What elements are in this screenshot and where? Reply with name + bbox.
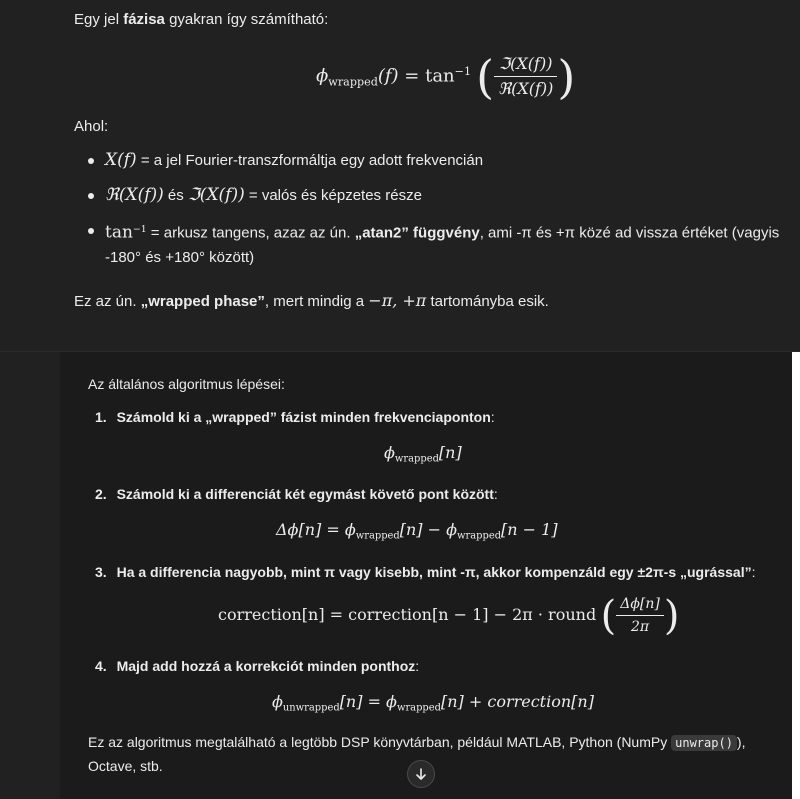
inline-code: unwrap() — [671, 735, 737, 751]
step-2-mid: [n] − ϕ — [399, 520, 458, 539]
scroll-down-button[interactable] — [407, 760, 435, 788]
phase-formula — [316, 48, 575, 107]
step-1-number: 1. — [95, 409, 107, 425]
intro-text — [74, 9, 328, 31]
formula-denominator: ℜ(X(f)) — [498, 79, 554, 99]
step-4 — [95, 655, 419, 677]
bullet-2-math-imag: ℑ(X(f)) — [187, 185, 245, 205]
step-2-formula — [276, 519, 558, 547]
step-3-lhs: correction[n] = correction[n − 1] − 2π · round — [218, 605, 597, 624]
bullet-1 — [105, 149, 483, 172]
summary-math: −π, +π — [368, 291, 427, 310]
intro-bold: fázisa — [123, 11, 165, 28]
step-1 — [95, 406, 495, 428]
formula-paren-right: ) — [557, 49, 576, 104]
step-2-end: [n − 1] — [501, 520, 558, 539]
step-2-sub1: wrapped — [355, 530, 400, 542]
bullet-dot — [88, 228, 94, 234]
bullet-2 — [105, 184, 422, 207]
step-2-lhs: Δϕ[n] = ϕ — [276, 520, 356, 539]
step-1-sub: wrapped — [394, 453, 439, 465]
step-4-sub2: wrapped — [396, 702, 441, 714]
panel-heading: Az általános algoritmus lépései: — [88, 376, 285, 392]
step-4-phi: ϕ — [272, 692, 283, 711]
footer-line-1 — [88, 731, 745, 754]
step-1-arg: [n] — [438, 443, 462, 462]
ahol-label: Ahol: — [74, 118, 109, 135]
step-2-sub2: wrapped — [457, 530, 502, 542]
step-3-frac-num: Δϕ[n] — [616, 595, 664, 616]
step-3-paren-left: ( — [600, 592, 617, 639]
step-1-phi: ϕ — [384, 443, 395, 462]
bullet-3-math: tan — [105, 222, 133, 243]
summary-pre: Ez az ún. — [74, 293, 141, 310]
summary-text — [74, 290, 549, 313]
step-4-number: 4. — [95, 658, 107, 674]
bullet-3-bold: „atan2” függvény — [354, 224, 480, 242]
formula-eq: = tan — [398, 65, 455, 87]
step-3-number: 3. — [95, 564, 107, 580]
formula-numerator: ℑ(X(f)) — [494, 54, 557, 77]
step-1-colon: : — [490, 409, 495, 425]
footer-line-2: Octave, stb. — [88, 758, 163, 774]
step-1-label: Számold ki a „wrapped” fázist minden frekvenciaponton — [116, 409, 491, 425]
intro-post: gyakran így számítható: — [164, 11, 329, 28]
formula-sup: −1 — [454, 65, 472, 78]
step-4-mid: [n] = ϕ — [339, 692, 397, 711]
bullet-3-line2: -180° és +180° között) — [105, 249, 255, 266]
bullet-2-math-real: ℜ(X(f)) — [105, 185, 164, 205]
formula-fraction — [494, 54, 557, 99]
formula-arg: (f) — [377, 65, 399, 87]
step-2-colon: : — [493, 486, 498, 502]
arrow-down-icon — [414, 767, 428, 781]
scrollbar[interactable] — [792, 352, 800, 799]
step-2-label: Számold ki a differenciát két egymást követő pont között — [116, 486, 494, 502]
summary-post: tartományba esik. — [426, 293, 549, 310]
bullet-3-text-post: , ami -π és +π közé ad vissza értéket (vagyis — [479, 224, 780, 242]
step-4-colon: : — [415, 658, 420, 674]
step-3-label: Ha a differencia nagyobb, mint π vagy kisebb, mint -π, akkor kompenzáld egy ±2π-s „ugrással” — [116, 564, 752, 580]
bullet-3 — [105, 219, 779, 245]
step-2-number: 2. — [95, 486, 107, 502]
bullet-1-math: X(f) — [105, 150, 137, 170]
formula-sub: wrapped — [328, 75, 378, 89]
step-3-frac-den: 2π — [630, 619, 650, 636]
bullet-3-text-pre: = arkusz tangens, azaz az ún. — [146, 224, 355, 242]
step-3-paren-right: ) — [663, 592, 680, 639]
step-3-formula — [218, 592, 679, 639]
summary-bold: „wrapped phase” — [140, 293, 265, 310]
bullet-dot — [88, 193, 94, 199]
summary-mid: , mert mindig a — [264, 293, 369, 310]
footer-pre: Ez az algoritmus megtalálható a legtöbb DSP könyvtárban, például MATLAB, Python (NumPy — [88, 734, 672, 750]
step-4-end: [n] + correction[n] — [440, 692, 594, 711]
bullet-1-text: = a jel Fourier-transzformáltja egy adott frekvencián — [136, 152, 484, 169]
intro-pre: Egy jel — [74, 11, 124, 28]
step-3-fraction — [616, 595, 664, 636]
bullet-dot — [88, 158, 94, 164]
formula-phi: ϕ — [316, 65, 329, 87]
step-1-formula — [384, 442, 462, 470]
bullet-3-sup: −1 — [132, 224, 147, 235]
step-4-formula — [272, 691, 594, 719]
step-4-sub1: unwrapped — [282, 702, 340, 714]
step-4-label: Majd add hozzá a korrekciót minden ponthoz — [116, 658, 416, 674]
step-3-colon: : — [751, 564, 756, 580]
bullet-2-text: = valós és képzetes része — [244, 187, 422, 204]
step-3 — [95, 561, 755, 583]
footer-post: ), — [736, 734, 746, 750]
step-2 — [95, 483, 498, 505]
bullet-2-mid: és — [163, 187, 188, 204]
formula-paren-left: ( — [476, 49, 495, 104]
